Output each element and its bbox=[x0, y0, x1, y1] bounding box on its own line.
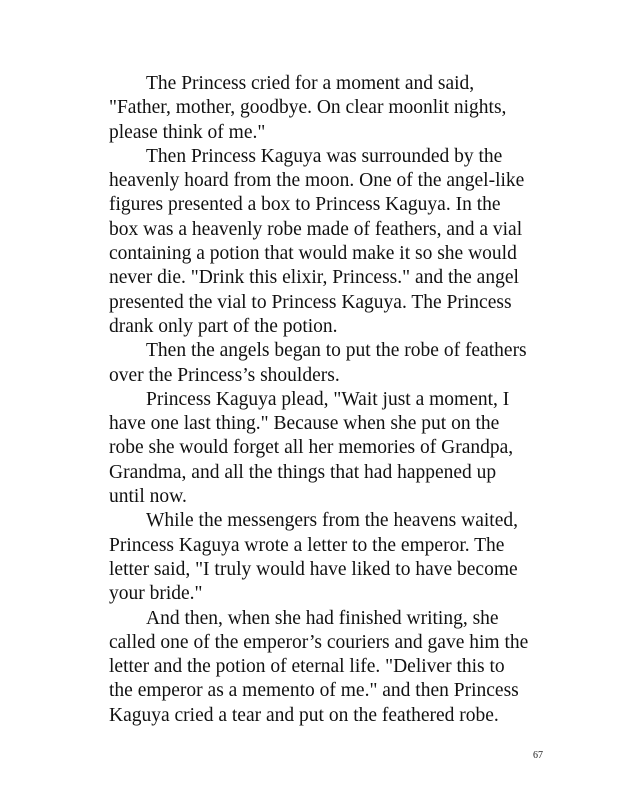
text-line: until now. bbox=[109, 486, 187, 508]
text-line: have one last thing." Because when she put on the bbox=[109, 413, 500, 435]
text-line: over the Princess’s shoulders. bbox=[109, 364, 340, 386]
text-line: Then Princess Kaguya was surrounded by the bbox=[146, 145, 503, 167]
text-line: Then the angels began to put the robe of feathers bbox=[146, 340, 527, 362]
text-line: never die. "Drink this elixir, Princess." and the angel bbox=[109, 267, 519, 289]
text-line: your bride." bbox=[109, 583, 203, 605]
text-line: And then, when she had finished writing, she bbox=[146, 607, 499, 629]
text-line: robe she would forget all her memories of Grandpa, bbox=[109, 437, 514, 459]
text-line: drank only part of the potion. bbox=[109, 315, 338, 337]
story-text bbox=[109, 72, 549, 728]
text-line: Princess Kaguya wrote a letter to the emperor. The bbox=[109, 534, 505, 556]
text-line: letter and the potion of eternal life. "Deliver this to bbox=[109, 656, 505, 678]
text-line: The Princess cried for a moment and said, bbox=[146, 73, 475, 94]
text-line: letter said, "I truly would have liked to have become bbox=[109, 558, 518, 580]
text-line: Kaguya cried a tear and put on the feathered robe. bbox=[109, 704, 499, 726]
page-number: 67 bbox=[533, 750, 543, 761]
text-line: called one of the emperor’s couriers and gave him the bbox=[109, 631, 529, 653]
text-line: While the messengers from the heavens waited, bbox=[146, 510, 518, 532]
text-line: Princess Kaguya plead, "Wait just a moment, I bbox=[146, 388, 510, 410]
text-line: containing a potion that would make it so she would bbox=[109, 243, 517, 265]
text-line: box was a heavenly robe made of feathers, and a vial bbox=[109, 218, 523, 240]
text-line: please think of me." bbox=[109, 121, 266, 143]
text-line: the emperor as a memento of me." and then Princess bbox=[109, 680, 519, 702]
text-line: presented the vial to Princess Kaguya. The Princess bbox=[109, 291, 512, 313]
text-line: "Father, mother, goodbye. On clear moonlit nights, bbox=[109, 97, 507, 119]
text-line: Grandma, and all the things that had happened up bbox=[109, 461, 497, 483]
text-line: figures presented a box to Princess Kaguya. In the bbox=[109, 194, 501, 216]
text-line: heavenly hoard from the moon. One of the angel-like bbox=[109, 170, 525, 192]
